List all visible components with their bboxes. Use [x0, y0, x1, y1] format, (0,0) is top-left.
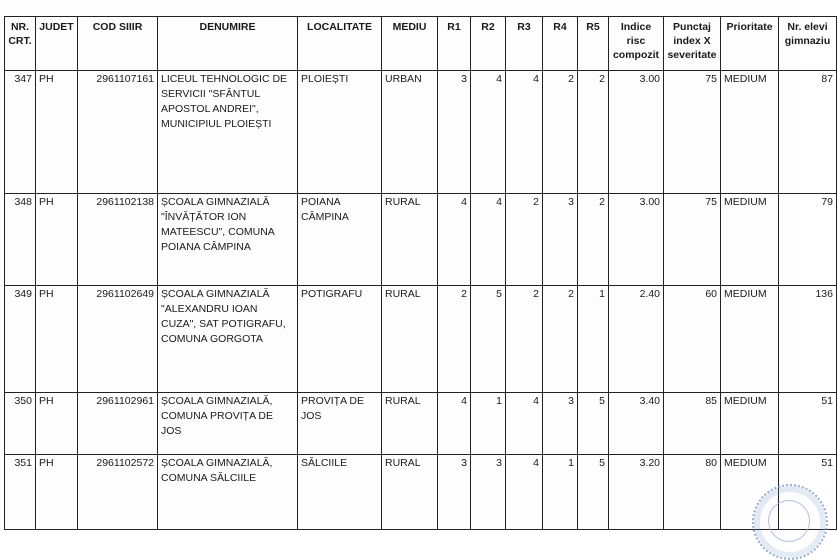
header-mediu: MEDIU [382, 17, 438, 71]
cell-mediu: RURAL [382, 393, 438, 455]
cell-r3: 2 [506, 286, 543, 393]
cell-prioritate: MEDIUM [721, 194, 779, 286]
cell-prioritate: MEDIUM [721, 286, 779, 393]
cell-denumire: LICEUL TEHNOLOGIC DE SERVICII "SFÂNTUL APOSTOL ANDREI", MUNICIPIUL PLOIEȘTI [158, 71, 298, 194]
cell-prioritate: MEDIUM [721, 455, 779, 530]
header-r2: R2 [471, 17, 506, 71]
cell-denumire: ȘCOALA GIMNAZIALĂ "ALEXANDRU IOAN CUZA", SAT POTIGRAFU, COMUNA GORGOTA [158, 286, 298, 393]
cell-indice: 3.00 [609, 194, 664, 286]
cell-cod: 2961102572 [78, 455, 158, 530]
cell-r2: 4 [471, 194, 506, 286]
schools-risk-table [4, 16, 837, 530]
cell-nr: 347 [5, 71, 36, 194]
cell-localitate: PLOIEȘTI [298, 71, 382, 194]
cell-r4: 3 [543, 393, 578, 455]
cell-cod: 2961107161 [78, 71, 158, 194]
stamp-inner-ring [768, 500, 810, 542]
header-localitate: LOCALITATE [298, 17, 382, 71]
cell-judet: PH [36, 393, 78, 455]
header-r3: R3 [506, 17, 543, 71]
cell-elevi: 79 [779, 194, 837, 286]
table-row [5, 393, 837, 455]
cell-punctaj: 85 [664, 393, 721, 455]
cell-nr: 349 [5, 286, 36, 393]
cell-elevi: 87 [779, 71, 837, 194]
cell-r5: 2 [578, 71, 609, 194]
cell-denumire: ȘCOALA GIMNAZIALĂ "ÎNVĂȚĂTOR ION MATEESCU", COMUNA POIANA CÂMPINA [158, 194, 298, 286]
cell-r5: 5 [578, 393, 609, 455]
cell-denumire: ȘCOALA GIMNAZIALĂ, COMUNA SĂLCIILE [158, 455, 298, 530]
cell-r2: 4 [471, 71, 506, 194]
header-cod-siiir: COD SIIIR [78, 17, 158, 71]
cell-punctaj: 60 [664, 286, 721, 393]
cell-mediu: RURAL [382, 194, 438, 286]
cell-punctaj: 75 [664, 194, 721, 286]
cell-indice: 2.40 [609, 286, 664, 393]
cell-r2: 1 [471, 393, 506, 455]
table-row [5, 194, 837, 286]
table-row [5, 455, 837, 530]
cell-localitate: PROVIȚA DE JOS [298, 393, 382, 455]
cell-r1: 3 [438, 71, 471, 194]
cell-judet: PH [36, 194, 78, 286]
cell-cod: 2961102138 [78, 194, 158, 286]
cell-r4: 1 [543, 455, 578, 530]
cell-cod: 2961102649 [78, 286, 158, 393]
table-row [5, 71, 837, 194]
cell-indice: 3.40 [609, 393, 664, 455]
header-nr-crt: NR. CRT. [5, 17, 36, 71]
cell-r5: 5 [578, 455, 609, 530]
cell-indice: 3.00 [609, 71, 664, 194]
cell-punctaj: 75 [664, 71, 721, 194]
cell-r3: 2 [506, 194, 543, 286]
cell-elevi: 51 [779, 455, 837, 530]
cell-r5: 2 [578, 194, 609, 286]
cell-mediu: RURAL [382, 455, 438, 530]
cell-r2: 5 [471, 286, 506, 393]
header-r1: R1 [438, 17, 471, 71]
cell-r1: 3 [438, 455, 471, 530]
cell-localitate: POTIGRAFU [298, 286, 382, 393]
cell-elevi: 51 [779, 393, 837, 455]
header-denumire: DENUMIRE [158, 17, 298, 71]
cell-punctaj: 80 [664, 455, 721, 530]
header-judet: JUDET [36, 17, 78, 71]
cell-prioritate: MEDIUM [721, 393, 779, 455]
cell-r3: 4 [506, 455, 543, 530]
cell-indice: 3.20 [609, 455, 664, 530]
cell-nr: 350 [5, 393, 36, 455]
cell-r4: 2 [543, 71, 578, 194]
cell-cod: 2961102961 [78, 393, 158, 455]
header-indice-risc: Indice risc compozit [609, 17, 664, 71]
header-prioritate: Prioritate [721, 17, 779, 71]
cell-r1: 4 [438, 194, 471, 286]
cell-r1: 4 [438, 393, 471, 455]
cell-r2: 3 [471, 455, 506, 530]
cell-judet: PH [36, 286, 78, 393]
cell-nr: 351 [5, 455, 36, 530]
cell-mediu: RURAL [382, 286, 438, 393]
cell-judet: PH [36, 455, 78, 530]
table-header-row [5, 17, 837, 71]
cell-r3: 4 [506, 393, 543, 455]
table-row [5, 286, 837, 393]
header-r5: R5 [578, 17, 609, 71]
cell-mediu: URBAN [382, 71, 438, 194]
cell-nr: 348 [5, 194, 36, 286]
header-r4: R4 [543, 17, 578, 71]
header-nr-elevi: Nr. elevi gimnaziu [779, 17, 837, 71]
cell-denumire: ȘCOALA GIMNAZIALĂ, COMUNA PROVIȚA DE JOS [158, 393, 298, 455]
cell-prioritate: MEDIUM [721, 71, 779, 194]
cell-judet: PH [36, 71, 78, 194]
cell-r5: 1 [578, 286, 609, 393]
cell-r1: 2 [438, 286, 471, 393]
header-punctaj: Punctaj index X severitate [664, 17, 721, 71]
cell-r4: 2 [543, 286, 578, 393]
cell-elevi: 136 [779, 286, 837, 393]
cell-r3: 4 [506, 71, 543, 194]
cell-r4: 3 [543, 194, 578, 286]
cell-localitate: SĂLCIILE [298, 455, 382, 530]
official-stamp [752, 484, 828, 560]
cell-localitate: POIANA CÂMPINA [298, 194, 382, 286]
